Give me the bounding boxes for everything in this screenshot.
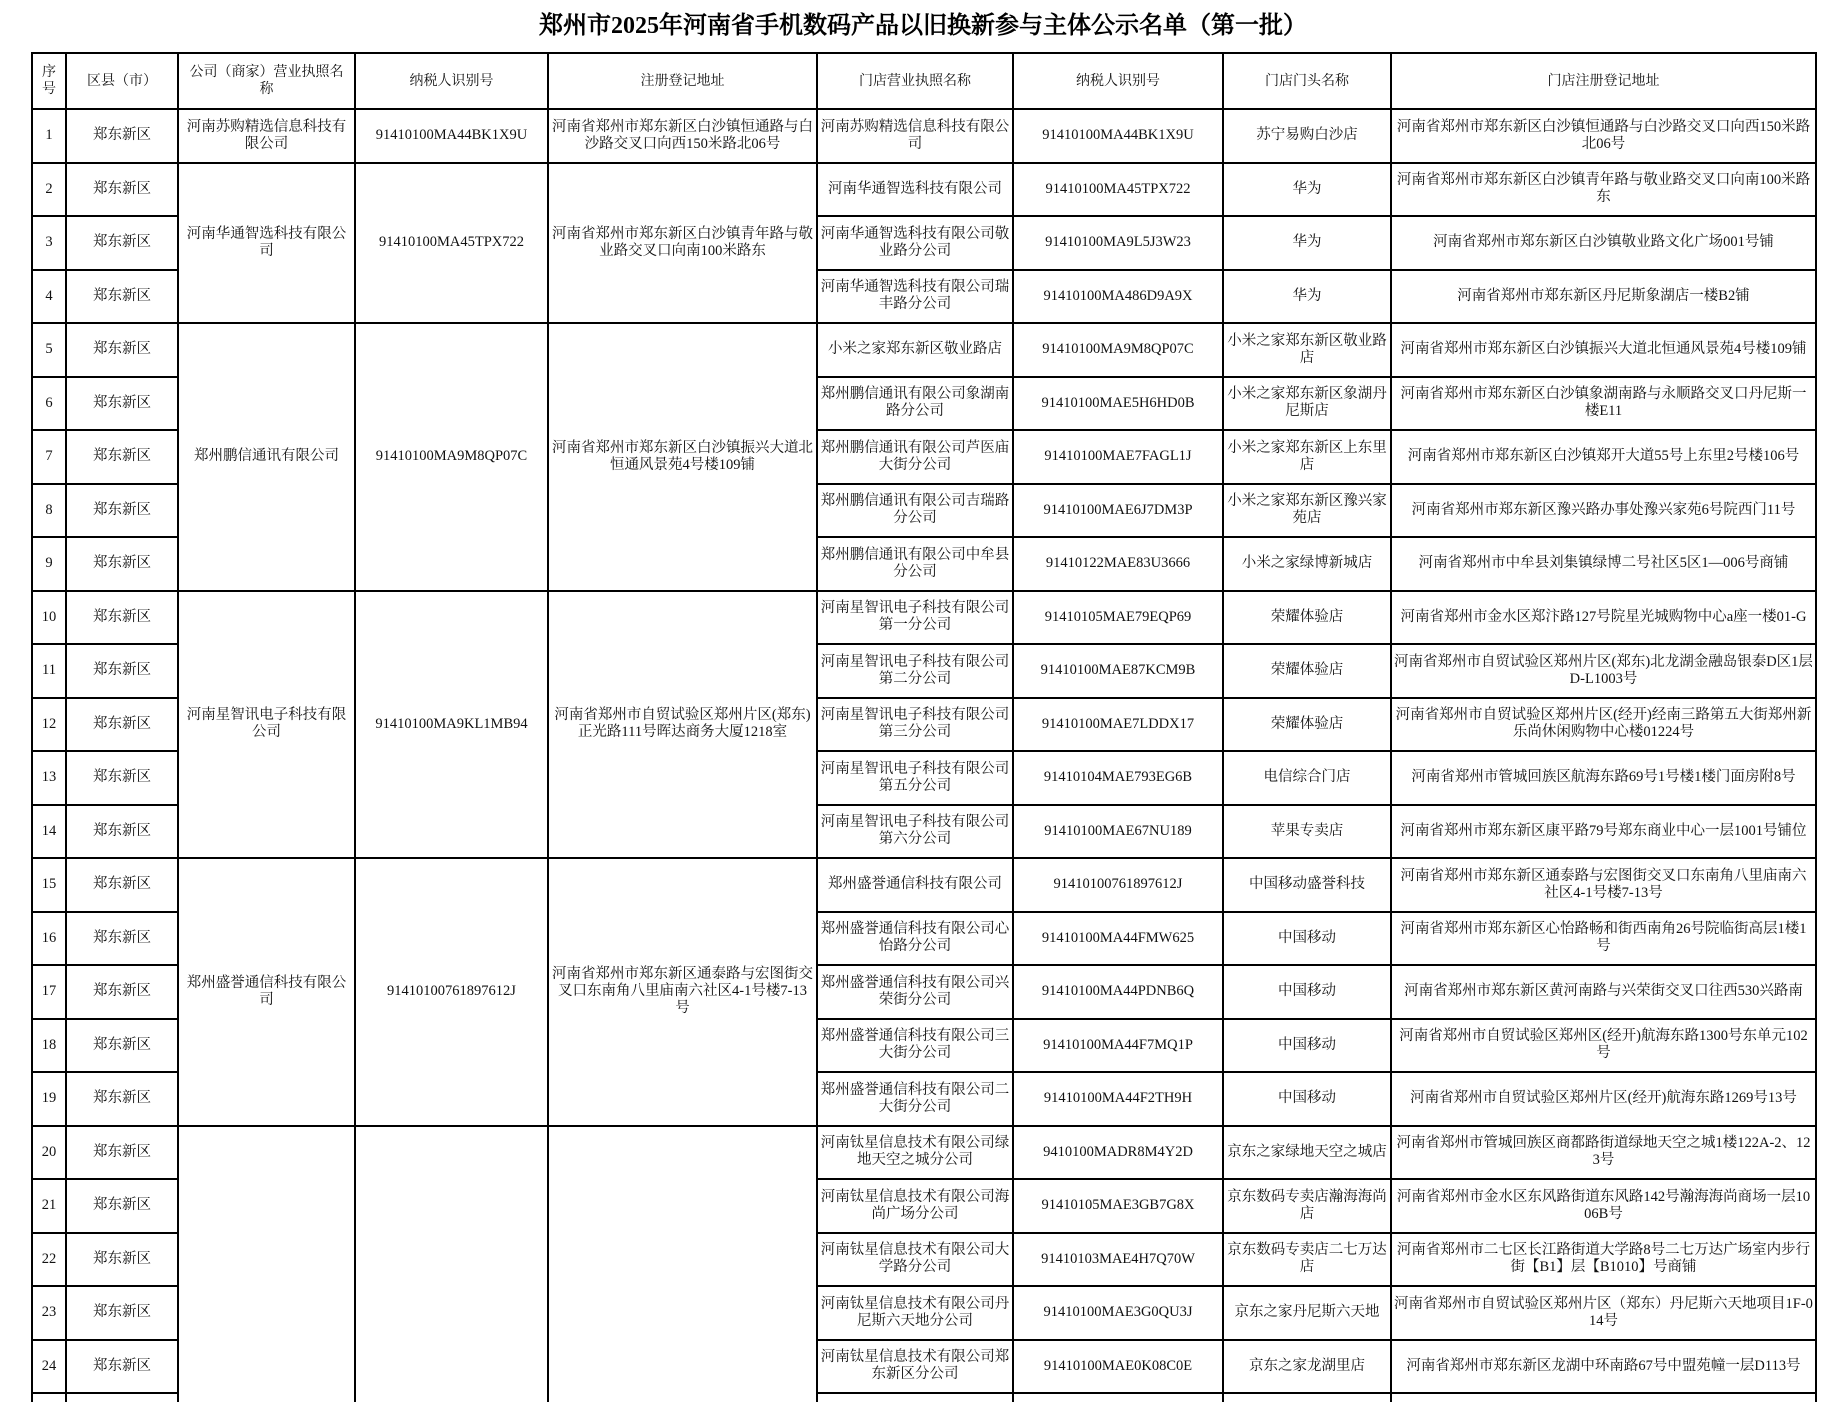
district-cell: 郑东新区 [66,270,178,324]
company-address-cell: 河南省郑州市郑东新区白沙镇恒通路与白沙路交叉口向西150米路北06号 [548,109,817,163]
store-tax-id-cell: 91410100MA44PDNB6Q [1013,965,1223,1019]
row-number-cell: 17 [32,965,66,1019]
table-row [32,163,1816,217]
store-address-cell: 河南省郑州市二七区长江路街道大学路8号二七万达广场室内步行街【B1】层【B1010】号商铺 [1391,1233,1816,1287]
store-address-cell: 河南省郑州市金水区郑汴路127号院星光城购物中心a座一楼01-G [1391,591,1816,645]
company-tax-id-cell: 91410100MA44BK1X9U [355,109,548,163]
header-store-tax-id: 纳税人识别号 [1013,53,1223,109]
store-sign-name-cell: 中国移动盛誉科技 [1223,858,1391,912]
table-row [32,858,1816,912]
store-license-name-cell: 郑州盛誉通信科技有限公司心怡路分公司 [817,912,1013,966]
store-address-cell: 河南省郑州市管城回族区商都路街道绿地天空之城1楼122A-2、123号 [1391,1126,1816,1180]
district-cell: 郑东新区 [66,1179,178,1233]
store-address-cell: 河南省郑州市管城回族区航海东路69号1号楼1楼门面房附8号 [1391,751,1816,805]
company-name-cell: 河南星智讯电子科技有限公司 [178,591,355,859]
store-address-cell: 河南省郑州市自贸试验区郑州片区(经开)航海东路1269号13号 [1391,1072,1816,1126]
store-tax-id-cell: 91410100MAE6J7DM3P [1013,484,1223,538]
store-address-cell: 河南省郑州市郑东新区心怡路畅和街西南角26号院临街高层1楼1号 [1391,912,1816,966]
row-number-cell: 14 [32,805,66,859]
store-tax-id-cell: 91410100MAE7FAGL1J [1013,430,1223,484]
header-serial-number: 序号 [32,53,66,109]
row-number-cell: 21 [32,1179,66,1233]
row-number-cell: 5 [32,323,66,377]
store-tax-id-cell: 9410100MADR8M4Y2D [1013,1126,1223,1180]
company-address-cell: 河南省郑州市郑东新区白沙镇青年路与敬业路交叉口向南100米路东 [548,163,817,324]
company-address-cell: 河南省郑州市自贸试验区郑州片区(郑东)正光路111号晖达商务大厦1218室 [548,591,817,859]
store-license-name-cell: 河南钛星信息技术有限公司丹尼斯六天地分公司 [817,1286,1013,1340]
store-tax-id-cell: 91410100MAE3G0QU3J [1013,1286,1223,1340]
district-cell: 郑东新区 [66,163,178,217]
store-address-cell: 河南省郑州市郑东新区白沙镇恒通路与白沙路交叉口向西150米路北06号 [1391,109,1816,163]
store-address-cell: 河南省郑州市自贸试验区郑州区(经开)航海东路1300号东单元102号 [1391,1019,1816,1073]
store-address-cell: 河南省郑州市金水区东风路街道东风路142号瀚海海尚商场一层1006B号 [1391,1179,1816,1233]
store-license-name-cell: 郑州盛誉通信科技有限公司兴荣街分公司 [817,965,1013,1019]
row-number-cell: 19 [32,1072,66,1126]
row-number-cell: 6 [32,377,66,431]
store-sign-name-cell: 小米之家郑东新区敬业路店 [1223,323,1391,377]
row-number-cell: 10 [32,591,66,645]
store-address-cell: 河南省郑州市自贸试验区郑州片区(经开)经南三路第五大街郑州新乐尚休闲购物中心楼01224号 [1391,698,1816,752]
company-address-cell [548,1126,817,1402]
district-cell: 郑东新区 [66,377,178,431]
store-license-name-cell: 河南苏购精选信息科技有限公司 [817,109,1013,163]
store-address-cell [1391,1393,1816,1402]
store-license-name-cell: 河南钛星信息技术有限公司海尚广场分公司 [817,1179,1013,1233]
store-sign-name-cell: 小米之家郑东新区象湖丹尼斯店 [1223,377,1391,431]
row-number-cell: 16 [32,912,66,966]
header-store-sign-name: 门店门头名称 [1223,53,1391,109]
company-tax-id-cell [355,1126,548,1402]
store-address-cell: 河南省郑州市中牟县刘集镇绿博二号社区5区1—006号商铺 [1391,537,1816,591]
store-sign-name-cell: 中国移动 [1223,1072,1391,1126]
store-sign-name-cell: 小米之家郑东新区豫兴家苑店 [1223,484,1391,538]
store-sign-name-cell: 苹果专卖店 [1223,805,1391,859]
company-name-cell [178,1126,355,1402]
store-license-name-cell: 郑州鹏信通讯有限公司中牟县分公司 [817,537,1013,591]
store-sign-name-cell: 华为 [1223,216,1391,270]
row-number-cell: 15 [32,858,66,912]
store-sign-name-cell: 中国移动 [1223,912,1391,966]
store-tax-id-cell: 91410100761897612J [1013,858,1223,912]
store-tax-id-cell: 91410100MA44F2TH9H [1013,1072,1223,1126]
store-sign-name-cell: 华为 [1223,163,1391,217]
district-cell: 郑东新区 [66,109,178,163]
row-number-cell: 3 [32,216,66,270]
district-cell: 郑东新区 [66,858,178,912]
district-cell: 郑东新区 [66,1340,178,1394]
store-license-name-cell: 河南钛星信息技术有限公司绿地天空之城分公司 [817,1126,1013,1180]
store-address-cell: 河南省郑州市郑东新区黄河南路与兴荣街交叉口往西530兴路南 [1391,965,1816,1019]
row-number-cell: 11 [32,644,66,698]
company-address-cell: 河南省郑州市郑东新区白沙镇振兴大道北恒通风景苑4号楼109铺 [548,323,817,591]
row-number-cell: 18 [32,1019,66,1073]
store-license-name-cell: 郑州鹏信通讯有限公司象湖南路分公司 [817,377,1013,431]
table-row [32,591,1816,645]
district-cell [66,1393,178,1402]
store-address-cell: 河南省郑州市郑东新区豫兴路办事处豫兴家苑6号院西门11号 [1391,484,1816,538]
store-tax-id-cell: 91410100MA44FMW625 [1013,912,1223,966]
table-viewport [0,50,1822,1402]
row-number-cell: 22 [32,1233,66,1287]
store-license-name-cell: 河南星智讯电子科技有限公司第六分公司 [817,805,1013,859]
store-tax-id-cell: 91410100MA44F7MQ1P [1013,1019,1223,1073]
district-cell: 郑东新区 [66,698,178,752]
store-address-cell: 河南省郑州市郑东新区康平路79号郑东商业中心一层1001号铺位 [1391,805,1816,859]
row-number-cell: 8 [32,484,66,538]
store-address-cell: 河南省郑州市郑东新区白沙镇振兴大道北恒通风景苑4号楼109铺 [1391,323,1816,377]
store-address-cell: 河南省郑州市自贸试验区郑州片区(郑东)北龙湖金融岛银泰D区1层D-L1003号 [1391,644,1816,698]
store-sign-name-cell [1223,1393,1391,1402]
store-sign-name-cell: 中国移动 [1223,1019,1391,1073]
store-address-cell: 河南省郑州市郑东新区丹尼斯象湖店一楼B2铺 [1391,270,1816,324]
district-cell: 郑东新区 [66,644,178,698]
company-tax-id-cell: 91410100761897612J [355,858,548,1126]
store-license-name-cell: 河南星智讯电子科技有限公司第一分公司 [817,591,1013,645]
store-sign-name-cell: 京东之家绿地天空之城店 [1223,1126,1391,1180]
store-license-name-cell: 河南华通智选科技有限公司瑞丰路分公司 [817,270,1013,324]
header-company-name: 公司（商家）营业执照名称 [178,53,355,109]
company-tax-id-cell: 91410100MA9M8QP07C [355,323,548,591]
store-license-name-cell: 郑州盛誉通信科技有限公司 [817,858,1013,912]
district-cell: 郑东新区 [66,1233,178,1287]
company-name-cell: 河南苏购精选信息科技有限公司 [178,109,355,163]
store-license-name-cell: 郑州盛誉通信科技有限公司二大街分公司 [817,1072,1013,1126]
participant-list-table [31,52,1817,1402]
store-license-name-cell: 河南华通智选科技有限公司 [817,163,1013,217]
store-sign-name-cell: 京东之家丹尼斯六天地 [1223,1286,1391,1340]
store-sign-name-cell: 京东数码专卖店瀚海海尚店 [1223,1179,1391,1233]
store-address-cell: 河南省郑州市郑东新区白沙镇敬业路文化广场001号铺 [1391,216,1816,270]
store-tax-id-cell: 91410100MA45TPX722 [1013,163,1223,217]
district-cell: 郑东新区 [66,216,178,270]
store-license-name-cell: 河南星智讯电子科技有限公司第五分公司 [817,751,1013,805]
store-tax-id-cell: 91410100MAE87KCM9B [1013,644,1223,698]
header-store-address: 门店注册登记地址 [1391,53,1816,109]
header-store-license-name: 门店营业执照名称 [817,53,1013,109]
store-tax-id-cell: 91410100MAE5H6HD0B [1013,377,1223,431]
store-address-cell: 河南省郑州市郑东新区白沙镇象湖南路与永顺路交叉口丹尼斯一楼E11 [1391,377,1816,431]
district-cell: 郑东新区 [66,805,178,859]
district-cell: 郑东新区 [66,537,178,591]
row-number-cell: 12 [32,698,66,752]
district-cell: 郑东新区 [66,1126,178,1180]
store-tax-id-cell [1013,1393,1223,1402]
store-sign-name-cell: 小米之家郑东新区上东里店 [1223,430,1391,484]
store-license-name-cell: 小米之家郑东新区敬业路店 [817,323,1013,377]
district-cell: 郑东新区 [66,430,178,484]
company-name-cell: 郑州盛誉通信科技有限公司 [178,858,355,1126]
district-cell: 郑东新区 [66,912,178,966]
store-tax-id-cell: 91410105MAE79EQP69 [1013,591,1223,645]
store-sign-name-cell: 荣耀体验店 [1223,644,1391,698]
store-tax-id-cell: 91410100MAE0K08C0E [1013,1340,1223,1394]
company-name-cell: 郑州鹏信通讯有限公司 [178,323,355,591]
table-row [32,1126,1816,1180]
district-cell: 郑东新区 [66,1286,178,1340]
store-license-name-cell: 河南星智讯电子科技有限公司第二分公司 [817,644,1013,698]
store-sign-name-cell: 小米之家绿博新城店 [1223,537,1391,591]
district-cell: 郑东新区 [66,1019,178,1073]
store-license-name-cell: 河南星智讯电子科技有限公司第三分公司 [817,698,1013,752]
row-number-cell: 13 [32,751,66,805]
store-tax-id-cell: 91410100MA9M8QP07C [1013,323,1223,377]
store-sign-name-cell: 电信综合门店 [1223,751,1391,805]
row-number-cell: 2 [32,163,66,217]
company-name-cell: 河南华通智选科技有限公司 [178,163,355,324]
district-cell: 郑东新区 [66,591,178,645]
company-tax-id-cell: 91410100MA45TPX722 [355,163,548,324]
header-company-address: 注册登记地址 [548,53,817,109]
document-title: 郑州市2025年河南省手机数码产品以旧换新参与主体公示名单（第一批） [539,13,1307,39]
store-license-name-cell: 河南华通智选科技有限公司敬业路分公司 [817,216,1013,270]
row-number-cell: 23 [32,1286,66,1340]
district-cell: 郑东新区 [66,323,178,377]
store-address-cell: 河南省郑州市郑东新区白沙镇郑开大道55号上东里2号楼106号 [1391,430,1816,484]
store-address-cell: 河南省郑州市郑东新区白沙镇青年路与敬业路交叉口向南100米路东 [1391,163,1816,217]
header-company-tax-id: 纳税人识别号 [355,53,548,109]
district-cell: 郑东新区 [66,965,178,1019]
store-sign-name-cell: 荣耀体验店 [1223,698,1391,752]
store-sign-name-cell: 京东之家龙湖里店 [1223,1340,1391,1394]
store-license-name-cell [817,1393,1013,1402]
store-license-name-cell: 郑州鹏信通讯有限公司吉瑞路分公司 [817,484,1013,538]
store-sign-name-cell: 荣耀体验店 [1223,591,1391,645]
row-number-cell: 24 [32,1340,66,1394]
store-tax-id-cell: 91410100MAE67NU189 [1013,805,1223,859]
district-cell: 郑东新区 [66,1072,178,1126]
store-tax-id-cell: 91410104MAE793EG6B [1013,751,1223,805]
district-cell: 郑东新区 [66,484,178,538]
row-number-cell: 9 [32,537,66,591]
store-license-name-cell: 河南钛星信息技术有限公司郑东新区分公司 [817,1340,1013,1394]
store-address-cell: 河南省郑州市自贸试验区郑州片区（郑东）丹尼斯六天地项目1F-014号 [1391,1286,1816,1340]
district-cell: 郑东新区 [66,751,178,805]
store-tax-id-cell: 91410105MAE3GB7G8X [1013,1179,1223,1233]
row-number-cell: 1 [32,109,66,163]
row-number-cell [32,1393,66,1402]
store-license-name-cell: 郑州盛誉通信科技有限公司三大街分公司 [817,1019,1013,1073]
store-license-name-cell: 河南钛星信息技术有限公司大学路分公司 [817,1233,1013,1287]
store-tax-id-cell: 91410103MAE4H7Q70W [1013,1233,1223,1287]
store-sign-name-cell: 京东数码专卖店二七万达店 [1223,1233,1391,1287]
company-tax-id-cell: 91410100MA9KL1MB94 [355,591,548,859]
table-row [32,109,1816,163]
store-tax-id-cell: 91410100MA9L5J3W23 [1013,216,1223,270]
row-number-cell: 7 [32,430,66,484]
store-sign-name-cell: 华为 [1223,270,1391,324]
store-sign-name-cell: 中国移动 [1223,965,1391,1019]
row-number-cell: 4 [32,270,66,324]
store-address-cell: 河南省郑州市郑东新区龙湖中环南路67号中盟苑幢一层D113号 [1391,1340,1816,1394]
store-tax-id-cell: 91410122MAE83U3666 [1013,537,1223,591]
store-tax-id-cell: 91410100MA486D9A9X [1013,270,1223,324]
header-row [32,53,1816,109]
store-address-cell: 河南省郑州市郑东新区通泰路与宏图街交叉口东南角八里庙南六社区4-1号楼7-13号 [1391,858,1816,912]
header-district: 区县（市） [66,53,178,109]
store-tax-id-cell: 91410100MA44BK1X9U [1013,109,1223,163]
company-address-cell: 河南省郑州市郑东新区通泰路与宏图街交叉口东南角八里庙南六社区4-1号楼7-13号 [548,858,817,1126]
store-tax-id-cell: 91410100MAE7LDDX17 [1013,698,1223,752]
store-sign-name-cell: 苏宁易购白沙店 [1223,109,1391,163]
row-number-cell: 20 [32,1126,66,1180]
store-license-name-cell: 郑州鹏信通讯有限公司芦医庙大街分公司 [817,430,1013,484]
table-row [32,323,1816,377]
